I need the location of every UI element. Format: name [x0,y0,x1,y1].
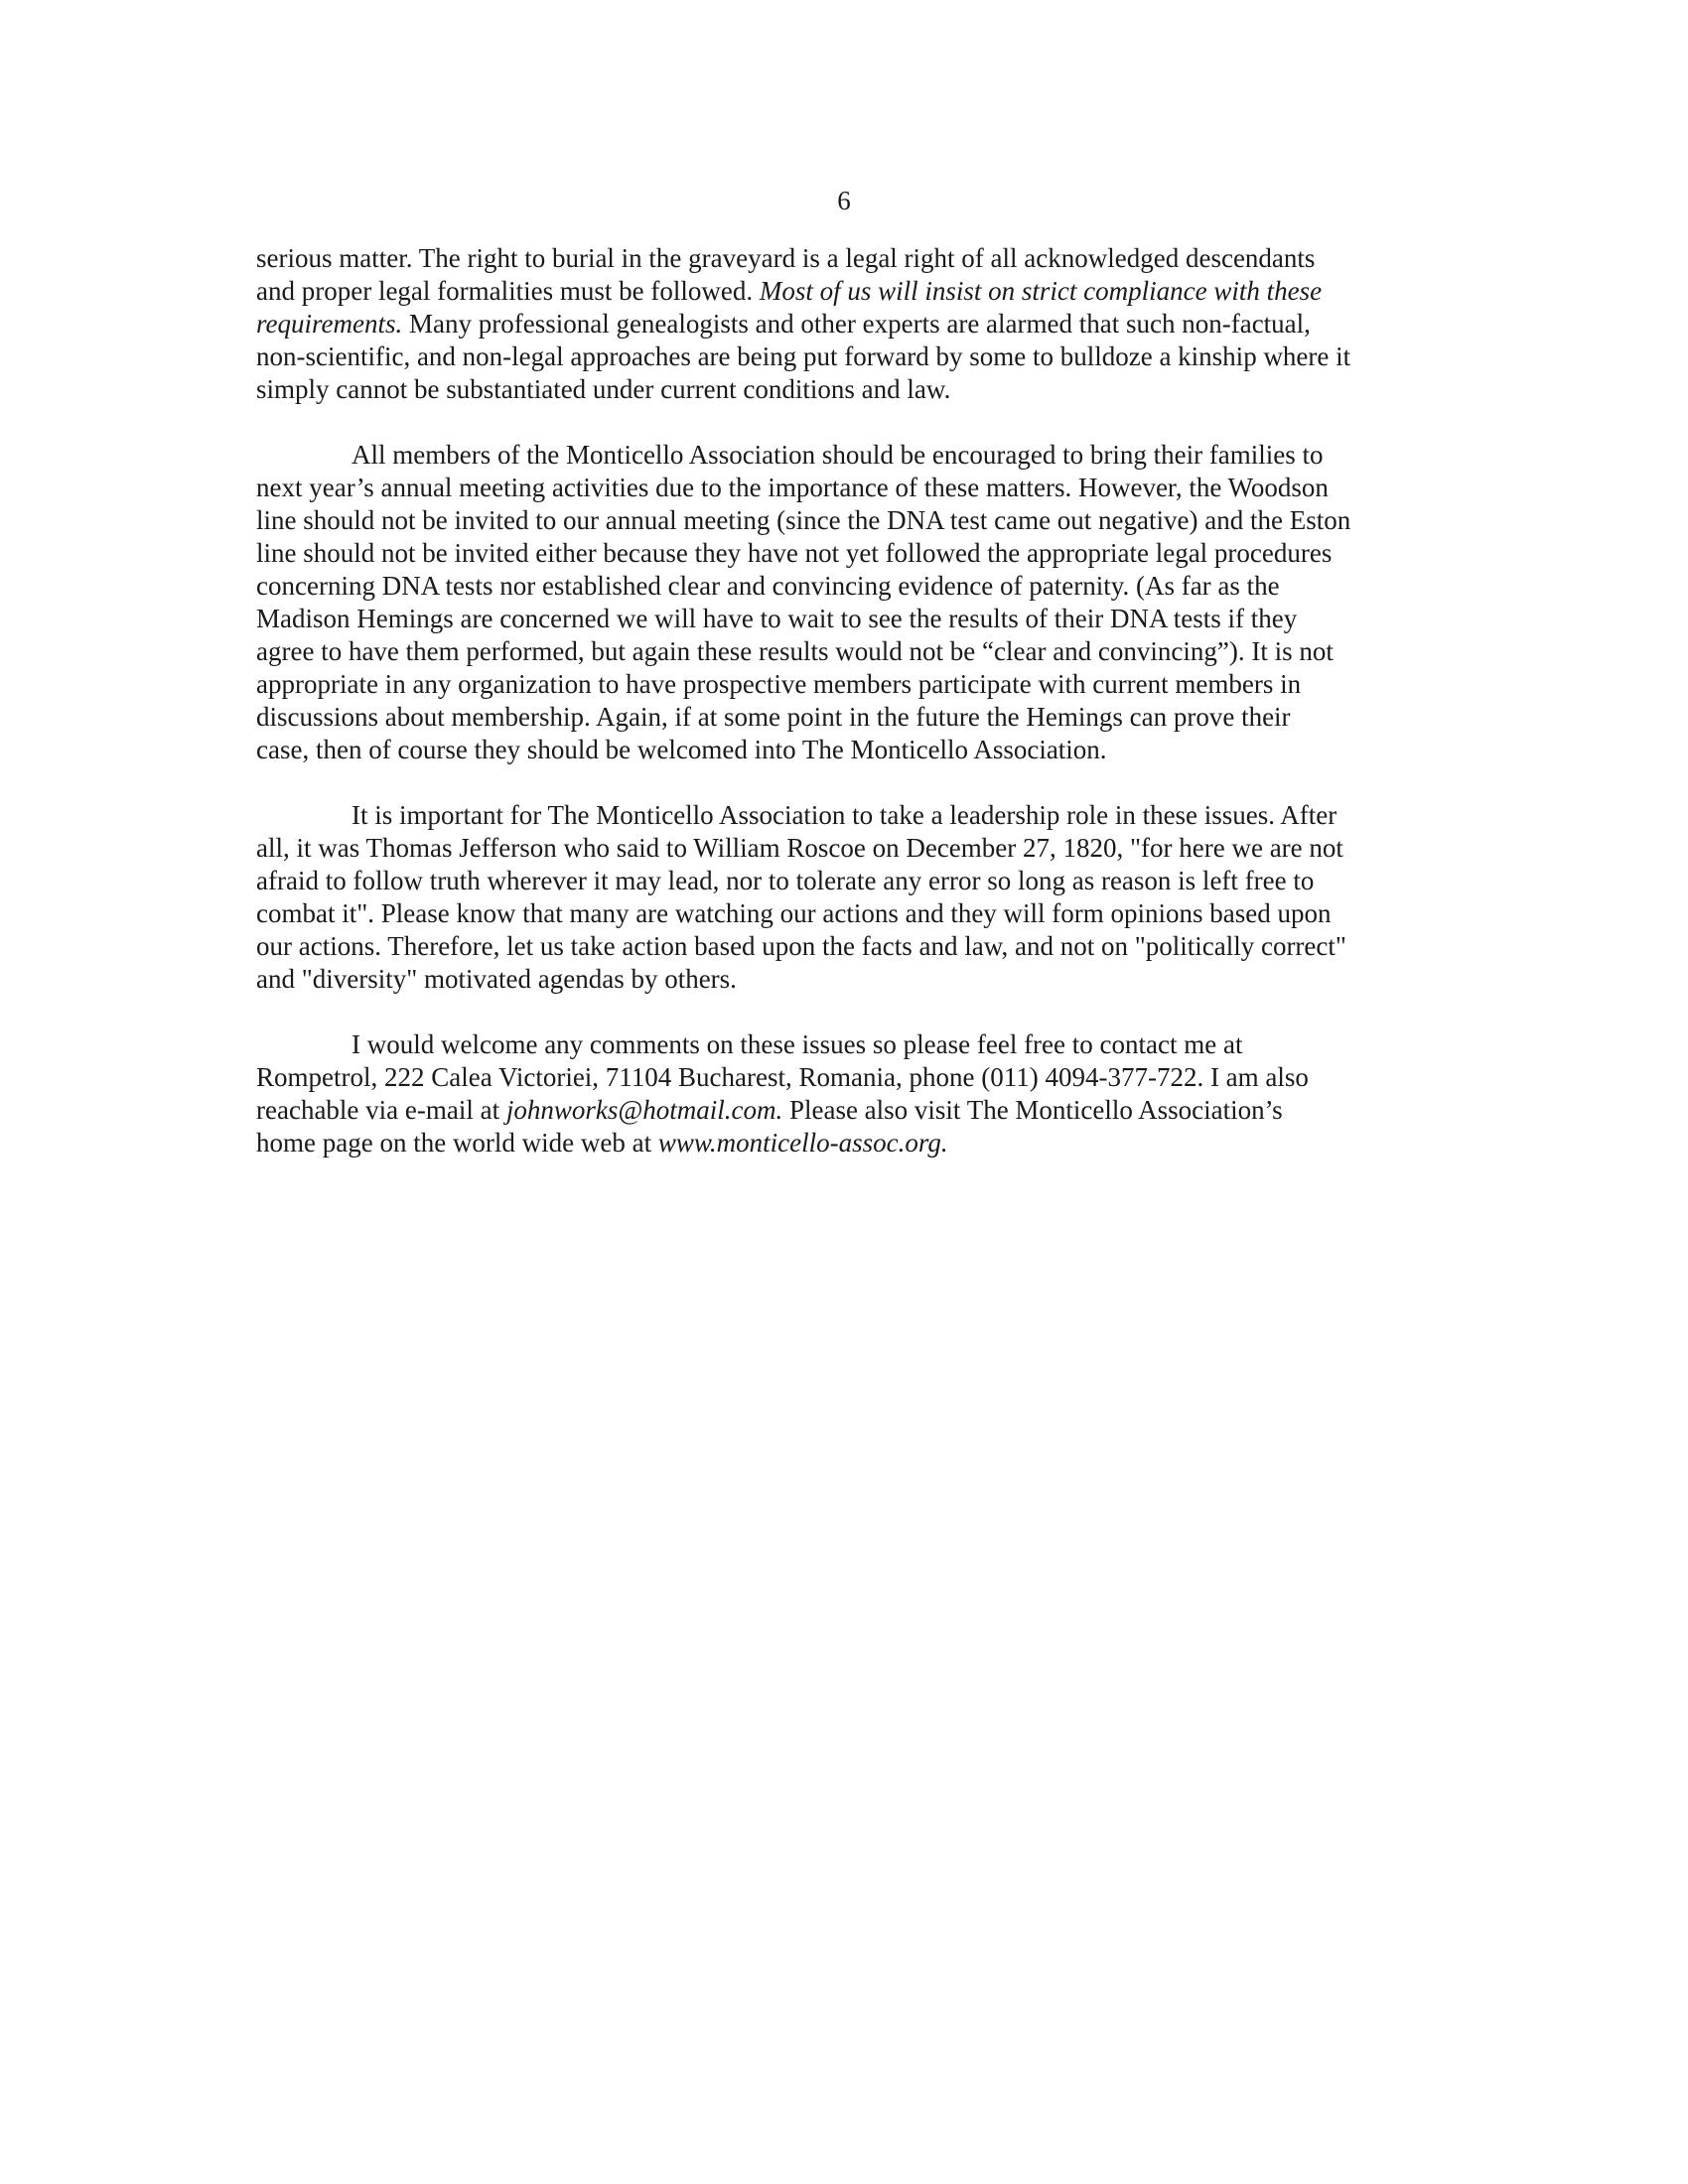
email-address: johnworks@hotmail.com. [505,1095,783,1125]
text-line: and proper legal formalities must be followed. Most of us will insist on strict compliance with these [256,276,1323,306]
text-line: line should not be invited to our annual meeting (since the DNA test came out negative) and the Eston [256,505,1351,535]
emphasis-text: Most of us will insist on strict compliance with these [759,276,1323,306]
text-line: combat it". Please know that many are watching our actions and they will form opinions based upon [256,898,1332,928]
text-line: next year’s annual meeting activities due to the importance of these matters. However, the Woodson [256,473,1329,502]
paragraph-burial-rights [256,242,1428,406]
text-line: case, then of course they should be welcomed into The Monticello Association. [256,735,1107,764]
text-line: our actions. Therefore, let us take action based upon the facts and law, and not on "politically correct" [256,931,1346,961]
text-line: serious matter. The right to burial in the graveyard is a legal right of all acknowledged descendants [256,243,1316,273]
letter-body [256,242,1428,1192]
text-line: All members of the Monticello Association should be encouraged to bring their families to [352,440,1324,470]
text-line: discussions about membership. Again, if at some point in the future the Hemings can prove their [256,702,1291,732]
text-line: It is important for The Monticello Association to take a leadership role in these issues. After [352,800,1337,830]
website-url: www.monticello-assoc.org. [657,1128,948,1158]
text-line: concerning DNA tests nor established clear and convincing evidence of paternity. (As far as the [256,571,1280,601]
text-line: requirements. Many professional genealogists and other experts are alarmed that such non-factual, [256,309,1311,339]
text-line: and "diversity" motivated agendas by others. [256,964,737,994]
page-number: 6 [837,186,851,215]
text-line: reachable via e-mail at johnworks@hotmail.com. Please also visit The Monticello Association’s [256,1095,1283,1125]
text-line: simply cannot be substantiated under current conditions and law. [256,374,951,404]
paragraph-leadership-role [256,799,1428,996]
text-line: I would welcome any comments on these issues so please feel free to contact me at [352,1029,1243,1059]
text-line: all, it was Thomas Jefferson who said to William Roscoe on December 27, 1820, "for here we are not [256,833,1343,863]
paragraph-annual-meeting [256,439,1428,766]
text-line: Rompetrol, 222 Calea Victoriei, 71104 Bucharest, Romania, phone (011) 4094-377-722. I am also [256,1062,1309,1092]
emphasis-text: requirements. [256,309,403,339]
text-line: line should not be invited either because they have not yet followed the appropriate legal procedures [256,538,1333,568]
paragraph-contact-info [256,1028,1428,1160]
text-line: afraid to follow truth wherever it may lead, nor to tolerate any error so long as reason is left free to [256,866,1315,895]
text-line: non-scientific, and non-legal approaches are being put forward by some to bulldoze a kinship where it [256,341,1351,371]
text-line: appropriate in any organization to have prospective members participate with current members in [256,669,1302,699]
text-line: home page on the world wide web at www.monticello-assoc.org. [256,1128,948,1158]
text-line: agree to have them performed, but again these results would not be “clear and convincing”). It is not [256,636,1334,666]
text-line: Madison Hemings are concerned we will have to wait to see the results of their DNA tests if they [256,604,1298,633]
